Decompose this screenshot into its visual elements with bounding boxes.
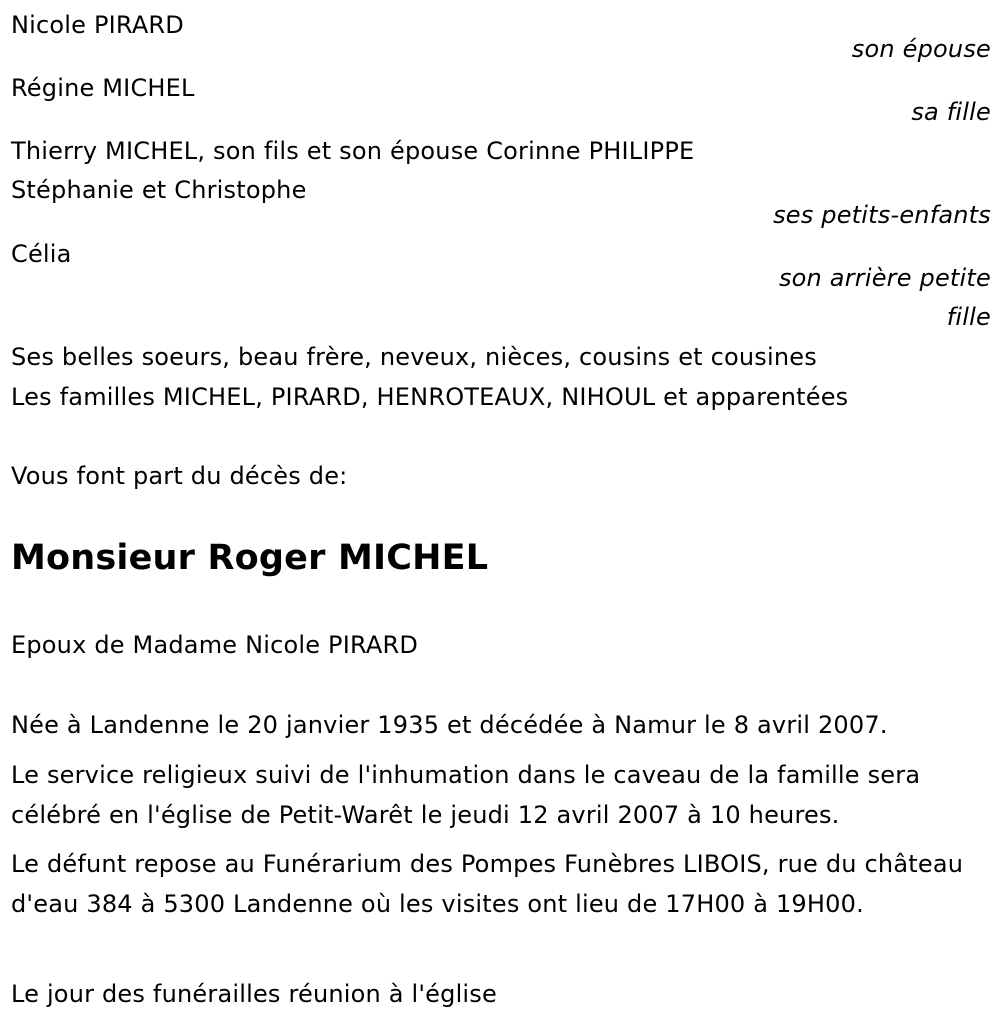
family-name-spouse: Nicole PIRARD — [11, 11, 184, 39]
family-relation-daughter: sa fille — [911, 98, 991, 126]
family-name-son: Thierry MICHEL, son fils et son épouse Corinne PHILIPPE — [11, 137, 695, 165]
funeral-day-details: Le jour des funérailles réunion à l'église — [11, 980, 497, 1008]
family-name-daughter: Régine MICHEL — [11, 74, 195, 102]
extended-family-line: Les familles MICHEL, PIRARD, HENROTEAUX, NIHOUL et apparentées — [11, 383, 849, 411]
announcement-text: Vous font part du décès de: — [11, 462, 348, 490]
birth-death-details: Née à Landenne le 20 janvier 1935 et décédée à Namur le 8 avril 2007. — [11, 711, 888, 739]
family-name-great-granddaughter: Célia — [11, 240, 72, 268]
family-name-grandchildren: Stéphanie et Christophe — [11, 176, 307, 204]
family-relation-great-granddaughter: son arrière petite — [778, 264, 991, 292]
family-relation-great-granddaughter-cont: fille — [946, 303, 991, 331]
family-relation-grandchildren: ses petits-enfants — [773, 201, 991, 229]
funerarium-details: Le défunt repose au Funérarium des Pompes Funèbres LIBOIS, rue du château d'eau 384 à 5300 Landenne où les visites ont lieu de 17H00 à 19H00. — [11, 850, 964, 918]
family-relation-spouse: son épouse — [851, 35, 991, 63]
service-details: Le service religieux suivi de l'inhumation dans le caveau de la famille sera célébré en l'église de Petit-Warêt le jeudi 12 avril 2007 à 10 heures. — [11, 761, 921, 829]
deceased-name: Monsieur Roger MICHEL — [11, 538, 489, 578]
spouse-line: Epoux de Madame Nicole PIRARD — [11, 631, 419, 659]
extended-family-line: Ses belles soeurs, beau frère, neveux, nièces, cousins et cousines — [11, 343, 817, 371]
